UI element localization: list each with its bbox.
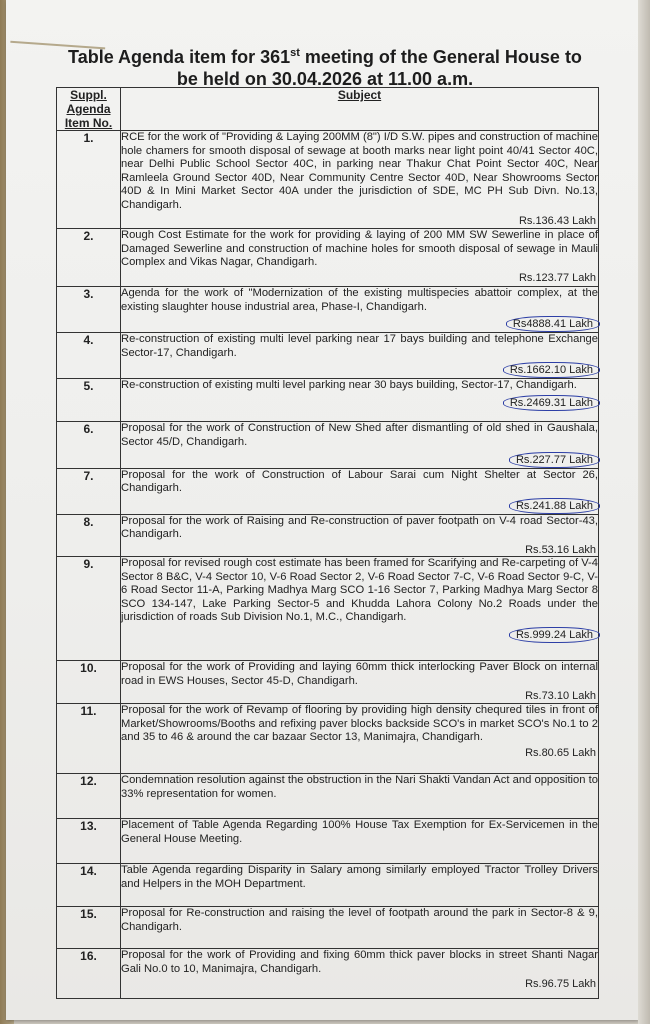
pen-circled-amount: Rs.999.24 Lakh [509, 627, 600, 643]
cost-amount [121, 316, 598, 332]
agenda-subject [121, 422, 599, 468]
agenda-subject [121, 948, 599, 998]
cost-amount [121, 627, 598, 643]
table-row [57, 468, 599, 514]
subject-text: Placement of Table Agenda Regarding 100% House Tax Exemption for Ex-Servicemen in the General House Meeting. [121, 818, 598, 845]
item-number: 7. [57, 468, 121, 514]
agenda-subject [121, 514, 599, 556]
table-row [57, 287, 599, 333]
agenda-subject [121, 333, 599, 379]
agenda-subject [121, 818, 599, 863]
amount-text: Rs.123.77 Lakh [518, 271, 596, 284]
title-line-2: be held on 30.04.2026 at 11.00 a.m. [176, 69, 474, 89]
agenda-table [56, 87, 599, 999]
subject-text: RCE for the work of "Providing & Laying 200MM (8") I/D S.W. pipes and construction of machine hole chamers for smooth disposal of sewage at booth marks near light point 40/41 Sector 40C, near Delhi Public School Sector 40C, in parking near Thakur Chat Point Sector 40C, Near Ramleela Ground Sector 40D, Near Community Centre Sector 40D, Near Showrooms Sector 40D & In Mini Market Sector 40A under the jurisdiction of SDE, MC PH Sub Divn. No.13, Chandigarh. [121, 131, 598, 211]
agenda-rows [57, 131, 599, 999]
item-number: 2. [57, 229, 121, 287]
cost-amount [121, 544, 598, 556]
subject-text: Proposal for revised rough cost estimate has been framed for Scarifying and Re-carpeting of V-4 Sector 8 B&C, V-4 Sector 10, V-6 Road Sector 2, V-6 Road Sector 7-C, V-6 Road Sector 9-C, V-6 Road Sector 11-A, Parking Madhya Marg SCO 1-16 Sector 7, Parking Madhya Marg Sector 8 SCO 134-147, Lake Parking Sector-5 and Khudda Lahora Colony No.2 Roads under the jurisdiction of roads Sub Division No.1, M.C., Chandigarh. [121, 556, 598, 624]
item-number: 15. [57, 906, 121, 948]
item-number: 4. [57, 333, 121, 379]
cost-amount [121, 498, 598, 514]
subject-text: Proposal for the work of Providing and fixing 60mm thick paver blocks in street Shanti Nagar Gali No.0 to 10, Manimajra, Chandigarh. [121, 948, 598, 975]
subject-text: Re-construction of existing multi level parking near 17 bays building and telephone Exchange Sector-17, Chandigarh. [121, 333, 598, 359]
item-number: 10. [57, 660, 121, 703]
subject-text: Condemnation resolution against the obstruction in the Nari Shakti Vandan Act and opposition to 33% representation for women. [121, 773, 598, 800]
cost-amount [121, 362, 598, 378]
table-row [57, 422, 599, 468]
subject-text: Proposal for Re-construction and raising the level of footpath around the park in Sector-8 & 9, Chandigarh. [121, 906, 598, 933]
agenda-subject [121, 906, 599, 948]
table-row [57, 703, 599, 773]
subject-text: Proposal for the work of Raising and Re-construction of paver footpath on V-4 road Sector-43, Chandigarh. [121, 514, 598, 541]
item-number: 5. [57, 379, 121, 422]
header-item-no: Suppl. Agenda Item No. [57, 88, 121, 131]
item-number: 14. [57, 863, 121, 906]
item-number: 9. [57, 556, 121, 660]
subject-text: Proposal for the work of Construction of New Shed after dismantling of old shed in Gaushala, Sector 45/D, Chandigarh. [121, 422, 598, 448]
pen-circled-amount: Rs.241.88 Lakh [509, 498, 600, 514]
table-row [57, 131, 599, 229]
agenda-subject [121, 863, 599, 906]
amount-text: Rs.96.75 Lakh [525, 978, 596, 991]
page-title [40, 42, 610, 90]
table-row [57, 660, 599, 703]
item-number: 6. [57, 422, 121, 468]
subject-text: Proposal for the work of Providing and laying 60mm thick interlocking Paver Block on internal road in EWS Houses, Sector 45-D, Chandigarh. [121, 660, 598, 687]
agenda-subject [121, 773, 599, 818]
pen-circled-amount: Rs.227.77 Lakh [509, 452, 600, 468]
subject-text: Table Agenda regarding Disparity in Salary among similarly employed Tractor Trolley Drivers and Helpers in the MOH Department. [121, 863, 598, 890]
table-row [57, 333, 599, 379]
page-stack-edge [638, 0, 650, 1024]
amount-text: Rs.73.10 Lakh [525, 690, 596, 703]
cost-amount [121, 272, 598, 284]
pen-circled-amount: Rs.1662.10 Lakh [503, 362, 600, 378]
table-row [57, 906, 599, 948]
agenda-subject [121, 556, 599, 660]
cost-amount [121, 452, 598, 468]
amount-text: Rs.80.65 Lakh [525, 746, 596, 759]
table-row [57, 948, 599, 998]
agenda-subject [121, 379, 599, 422]
agenda-subject [121, 703, 599, 773]
agenda-subject [121, 131, 599, 229]
table-row [57, 379, 599, 422]
item-number: 11. [57, 703, 121, 773]
subject-text: Agenda for the work of "Modernization of the existing multispecies abattoir complex, at the existing slaughter house industrial area, Phase-I, Chandigarh. [121, 287, 598, 313]
item-number: 12. [57, 773, 121, 818]
subject-text: Rough Cost Estimate for the work for providing & laying of 200 MM SW Sewerline in place of Damaged Sewerline and construction of machine holes for smooth disposal of sewage in Mauli Complex and Vikas Nagar, Chandigarh. [121, 229, 598, 269]
cost-amount [121, 978, 598, 990]
table-row [57, 556, 599, 660]
item-number: 16. [57, 948, 121, 998]
table-row [57, 818, 599, 863]
table-row [57, 863, 599, 906]
pen-circled-amount: Rs4888.41 Lakh [506, 316, 600, 332]
cost-amount [121, 747, 598, 759]
agenda-subject [121, 287, 599, 333]
agenda-subject [121, 229, 599, 287]
pen-circled-amount: Rs.2469.31 Lakh [503, 395, 600, 411]
agenda-subject [121, 660, 599, 703]
amount-text: Rs.53.16 Lakh [525, 543, 596, 556]
cost-amount [121, 395, 598, 411]
subject-text: Proposal for the work of Revamp of flooring by providing high density chequred tiles in front of Market/Showrooms/Booths and refixing paver blocks backside SCO's in market SCO's No.1 to 2 and 35 to 46 & around the car bazaar Sector 13, Manimajra, Chandigarh. [121, 703, 598, 744]
item-number: 8. [57, 514, 121, 556]
amount-text: Rs.136.43 Lakh [518, 214, 596, 227]
table-row [57, 773, 599, 818]
table-row [57, 514, 599, 556]
agenda-subject [121, 468, 599, 514]
item-number: 3. [57, 287, 121, 333]
subject-text: Re-construction of existing multi level parking near 30 bays building, Sector-17, Chandigarh. [121, 379, 577, 392]
item-number: 13. [57, 818, 121, 863]
item-number: 1. [57, 131, 121, 229]
table-row [57, 229, 599, 287]
title-line-1: Table Agenda item for 361st meeting of the General House to [68, 47, 582, 67]
subject-text: Proposal for the work of Construction of Labour Sarai cum Night Shelter at Sector 26, Chandigarh. [121, 468, 598, 495]
header-subject: Subject [121, 88, 599, 131]
table-header-row [57, 88, 599, 131]
cost-amount [121, 215, 598, 227]
cost-amount [121, 690, 598, 702]
